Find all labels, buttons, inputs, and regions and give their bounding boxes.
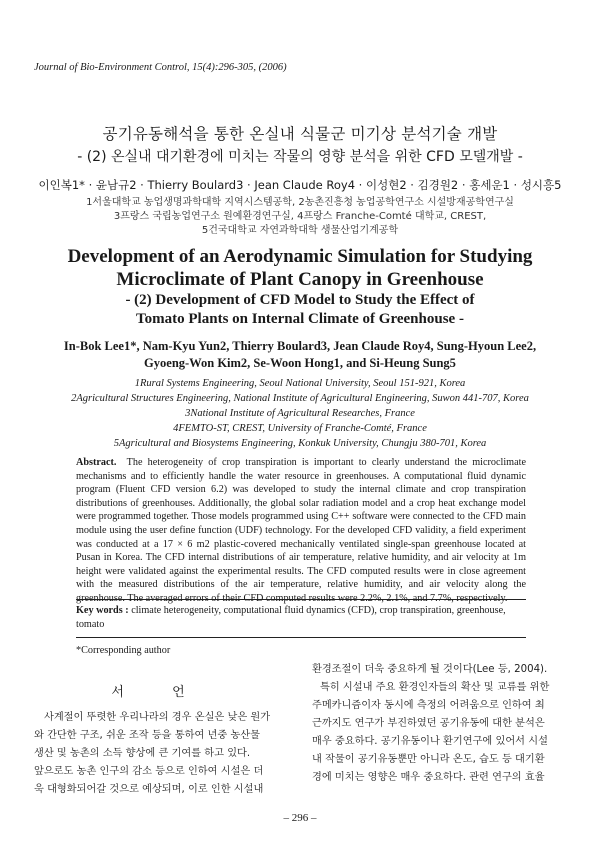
intro-right-line: 경에 미치는 영향은 매우 중요하다. 관련 연구의 효율: [312, 772, 545, 783]
korean-affiliation-line1: 1서울대학교 농업생명과학대학 지역시스템공학, 2농촌진흥청 농업공학연구소 시설방재공학연구실: [86, 197, 514, 208]
page-number: – 296 –: [283, 812, 317, 824]
korean-title-line2: - (2) 온실내 대기환경에 미치는 작물의 영향 분석을 위한 CFD 모델개발 -: [77, 149, 523, 165]
english-authors-line1: In-Bok Lee1*, Nam-Kyu Yun2, Thierry Boulard3, Jean Claude Roy4, Sung-Hyoun Lee2,: [63, 339, 537, 353]
intro-left-line: 생산 및 농촌의 소득 향상에 큰 기여를 하고 있다.: [34, 748, 251, 759]
intro-right-line: 특히 시설내 주요 환경인자들의 확산 및 교류를 위한: [320, 682, 550, 693]
intro-left-line: 욱 대형화되어갈 것으로 예상되며, 이로 인한 시설내: [34, 784, 264, 795]
intro-right-line: 근까지도 연구가 부진하였던 공기유동에 대한 분석은: [312, 718, 545, 729]
intro-left-column: [34, 709, 284, 799]
korean-affiliation-line3: 5건국대학교 자연과학대학 생물산업기계공학: [201, 225, 399, 236]
intro-right-column: [312, 661, 566, 787]
english-affiliation-1: 1Rural Systems Engineering, Seoul National University, Seoul 151-921, Korea: [134, 378, 466, 389]
english-subtitle-line2: Tomato Plants on Internal Climate of Greenhouse -: [136, 311, 464, 327]
english-affiliation-2: 2Agricultural Structures Engineering, National Institute of Agricultural Engineering, Suwon 441-707, Korea: [71, 393, 529, 404]
journal-citation: Journal of Bio-Environment Control, 15(4):296-305, (2006): [34, 62, 287, 73]
intro-right-line: 내 작물이 공기유동뿐만 아니라 온도, 습도 등 대기환: [312, 754, 545, 765]
korean-affiliation-line2: 3프랑스 국립농업연구소 원예환경연구실, 4프랑스 Franche-Comté 대학교, CREST,: [113, 211, 487, 222]
korean-title-line1: 공기유동해석을 통한 온실내 식물군 미기상 분석기술 개발: [102, 125, 498, 143]
english-affiliation-3: 3National Institute of Agricultural Researches, France: [185, 408, 415, 419]
section-heading-introduction: 서 언: [111, 685, 207, 700]
abstract: [76, 456, 526, 606]
english-title-line2: Microclimate of Plant Canopy in Greenhouse: [116, 269, 484, 290]
keywords-top-rule: [76, 599, 526, 600]
intro-right-line: 환경조절이 더욱 중요하게 될 것이다(Lee 등, 2004).: [312, 664, 548, 675]
keywords-text: climate heterogeneity, computational fluid dynamics (CFD), crop transpiration, greenhouse, tomato: [76, 605, 506, 630]
english-affiliation-5: 5Agricultural and Biosystems Engineering, Konkuk University, Chungju 380-701, Korea: [113, 438, 487, 449]
english-authors-line2: Gyoeng-Won Kim2, Se-Woon Hong1, and Si-Heung Sung5: [144, 356, 456, 370]
abstract-label: Abstract.: [76, 457, 117, 468]
intro-right-line: 매우 중요하다. 공기유동이나 환기연구에 있어서 시설: [312, 736, 548, 747]
english-affiliation-4: 4FEMTO-ST, CREST, University of Franche-Comté, France: [173, 423, 427, 434]
keywords-bottom-rule: [76, 637, 526, 638]
keywords-label: Key words :: [76, 605, 129, 616]
intro-left-line: 와 간단한 구조, 쉬운 조작 등을 통하여 년중 농산물: [34, 730, 260, 741]
intro-left-line: 사계절이 뚜렷한 우리나라의 경우 온실은 낮은 원가: [44, 712, 271, 723]
english-subtitle-line1: - (2) Development of CFD Model to Study the Effect of: [125, 292, 475, 308]
korean-authors: 이인복1* · 윤남규2 · Thierry Boulard3 · Jean Claude Roy4 · 이성현2 · 김경원2 · 홍세운1 · 성시흥5: [38, 178, 562, 192]
intro-right-line: 주메카니즘이자 동시에 측정의 어려움으로 인하여 최: [312, 700, 545, 711]
intro-left-line: 앞으로도 농촌 인구의 감소 등으로 인하여 시설은 더: [34, 766, 264, 777]
keywords: [76, 604, 526, 631]
abstract-text: The heterogeneity of crop transpiration is important to clearly understand the microclimate mechanisms and to efficiently handle the water resource in greenhouses. A computational fluid dynamic program (Fluent CFD version 6.2) was developed to study the internal climate and crop transpiration distributions of greenhouses. Additionally, the global solar radiation model and a crop heat exchange model were programmed together. Those models programmed using C++ software were connected to the CFD main module using the user define function (UDF) technology. For the developed CFD validity, a field experiment was conducted at a 17 × 6 m2 plastic-covered mechanically ventilated single-span greenhouse located at Pusan in Korea. The CFD internal distributions of air temperature, relative humidity, and air velocity at 1m height were validated against the experimental results. The CFD computed results were in close agreement with the measured distributions of the air temperature, relative humidity, and air velocity along the greenhouse. The averaged errors of their CFD computed results were 2.2%, 2.1%, and 7.7%, respectively.: [76, 457, 526, 604]
english-title-line1: Development of an Aerodynamic Simulation for Studying: [67, 246, 533, 267]
corresponding-author-note: *Corresponding author: [76, 645, 171, 656]
